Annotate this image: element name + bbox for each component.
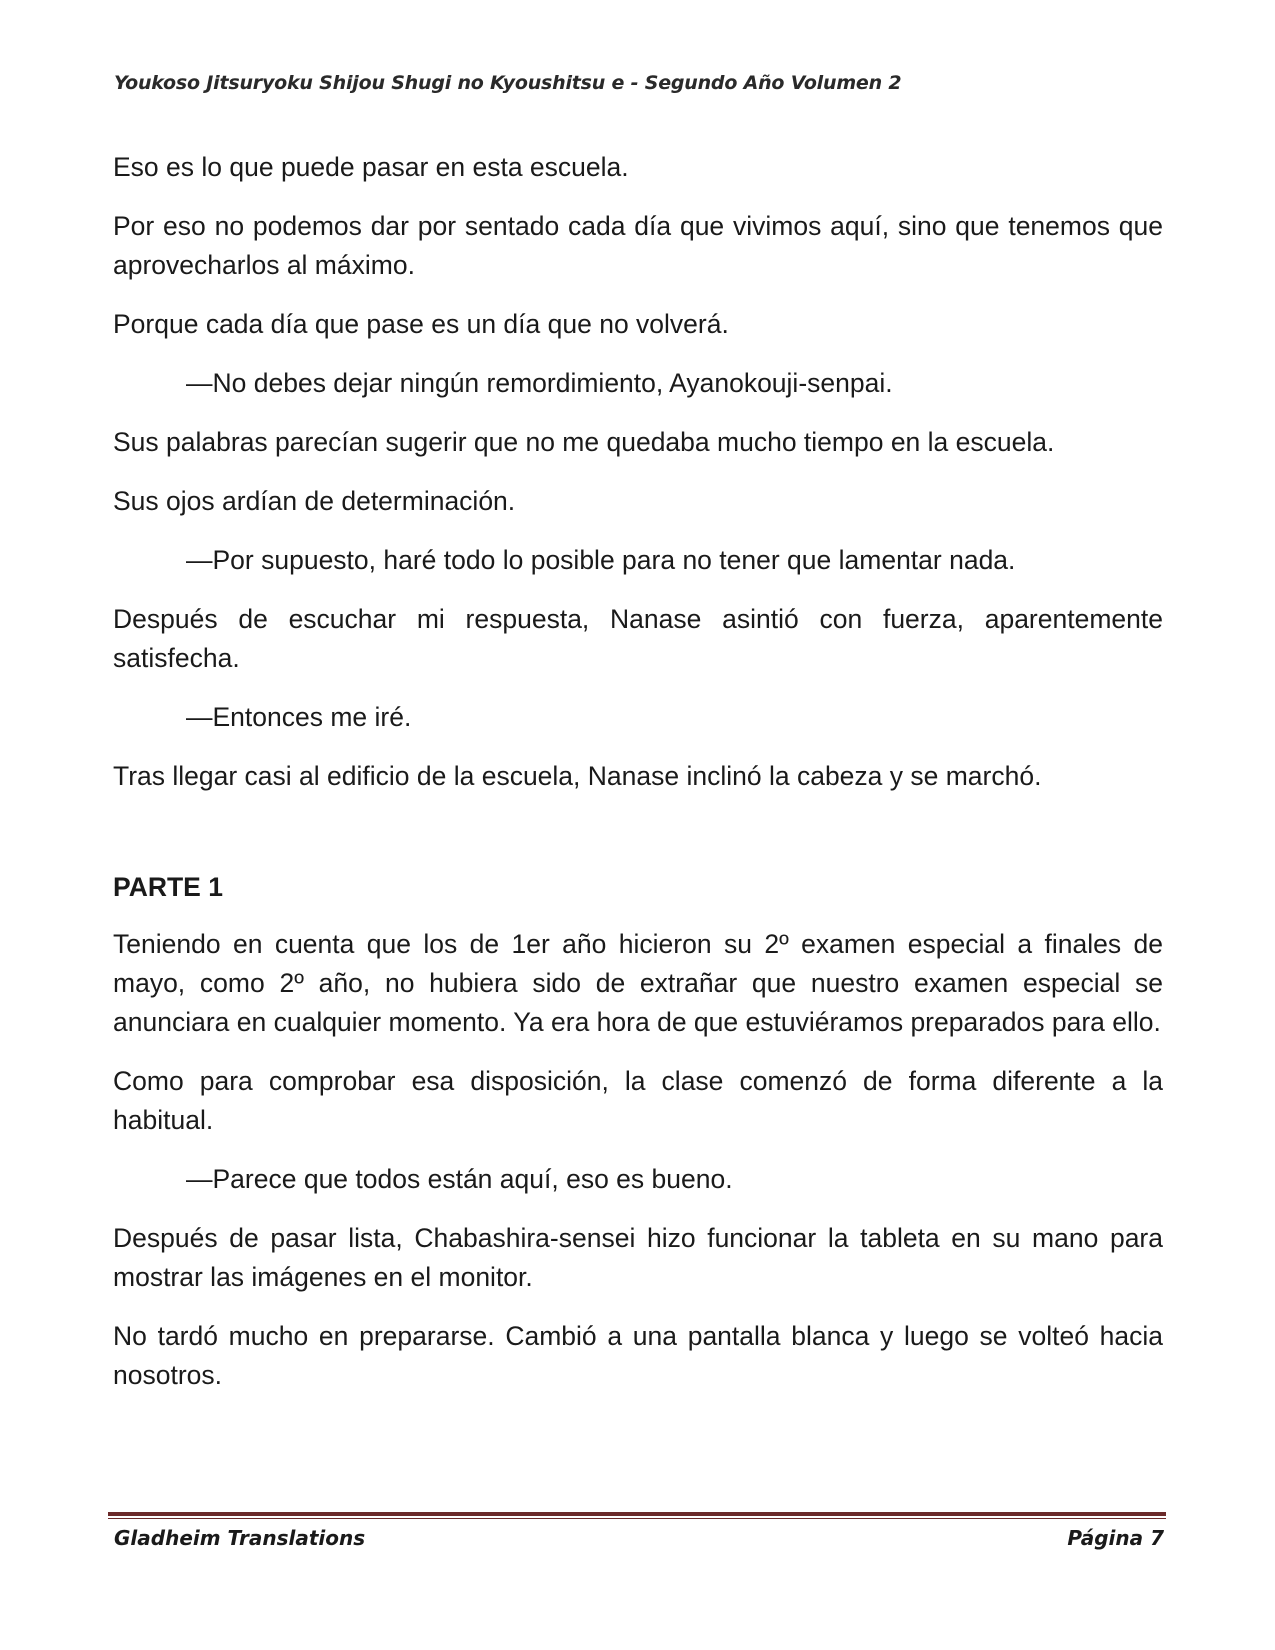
paragraph: Sus ojos ardían de determinación. (113, 486, 516, 516)
dialogue-line: —Entonces me iré. (186, 702, 412, 732)
paragraph: Teniendo en cuenta que los de 1er año hicieron su 2º examen especial a finales de mayo, como 2º año, no hubiera sido de extrañar que nuestro examen especial se anunciara en cualquier momento. Ya era hora de que estuviéramos preparados para ello. (113, 929, 1163, 1037)
running-header: Youkoso Jitsuryoku Shijou Shugi no Kyoushitsu e - Segundo Año Volumen 2 (114, 72, 902, 94)
dialogue-line: —Parece que todos están aquí, eso es bueno. (186, 1164, 733, 1194)
paragraph: Tras llegar casi al edificio de la escuela, Nanase inclinó la cabeza y se marchó. (113, 761, 1042, 791)
paragraph: Por eso no podemos dar por sentado cada día que vivimos aquí, sino que tenemos que aprovecharlos al máximo. (113, 211, 1163, 280)
paragraph: Como para comprobar esa disposición, la clase comenzó de forma diferente a la habitual. (113, 1066, 1163, 1135)
paragraph: Eso es lo que puede pasar en esta escuela. (113, 152, 629, 182)
footer-rule (108, 1512, 1166, 1516)
dialogue-line: —Por supuesto, haré todo lo posible para no tener que lamentar nada. (186, 545, 1016, 575)
page-body (113, 148, 1163, 1415)
footer-rule-thin (108, 1518, 1166, 1519)
section-heading: PARTE 1 (113, 872, 223, 902)
paragraph: Después de escuchar mi respuesta, Nanase asintió con fuerza, aparentemente satisfecha. (113, 604, 1163, 673)
paragraph: No tardó mucho en prepararse. Cambió a una pantalla blanca y luego se volteó hacia nosotros. (113, 1321, 1163, 1390)
paragraph: Después de pasar lista, Chabashira-sensei hizo funcionar la tableta en su mano para mostrar las imágenes en el monitor. (113, 1223, 1163, 1292)
paragraph: Porque cada día que pase es un día que no volverá. (113, 309, 729, 339)
dialogue-line: —No debes dejar ningún remordimiento, Ayanokouji-senpai. (186, 368, 893, 398)
paragraph: Sus palabras parecían sugerir que no me quedaba mucho tiempo en la escuela. (113, 427, 1055, 457)
footer-page-number: Página 7 (1067, 1526, 1164, 1550)
footer-publisher: Gladheim Translations (114, 1526, 366, 1550)
